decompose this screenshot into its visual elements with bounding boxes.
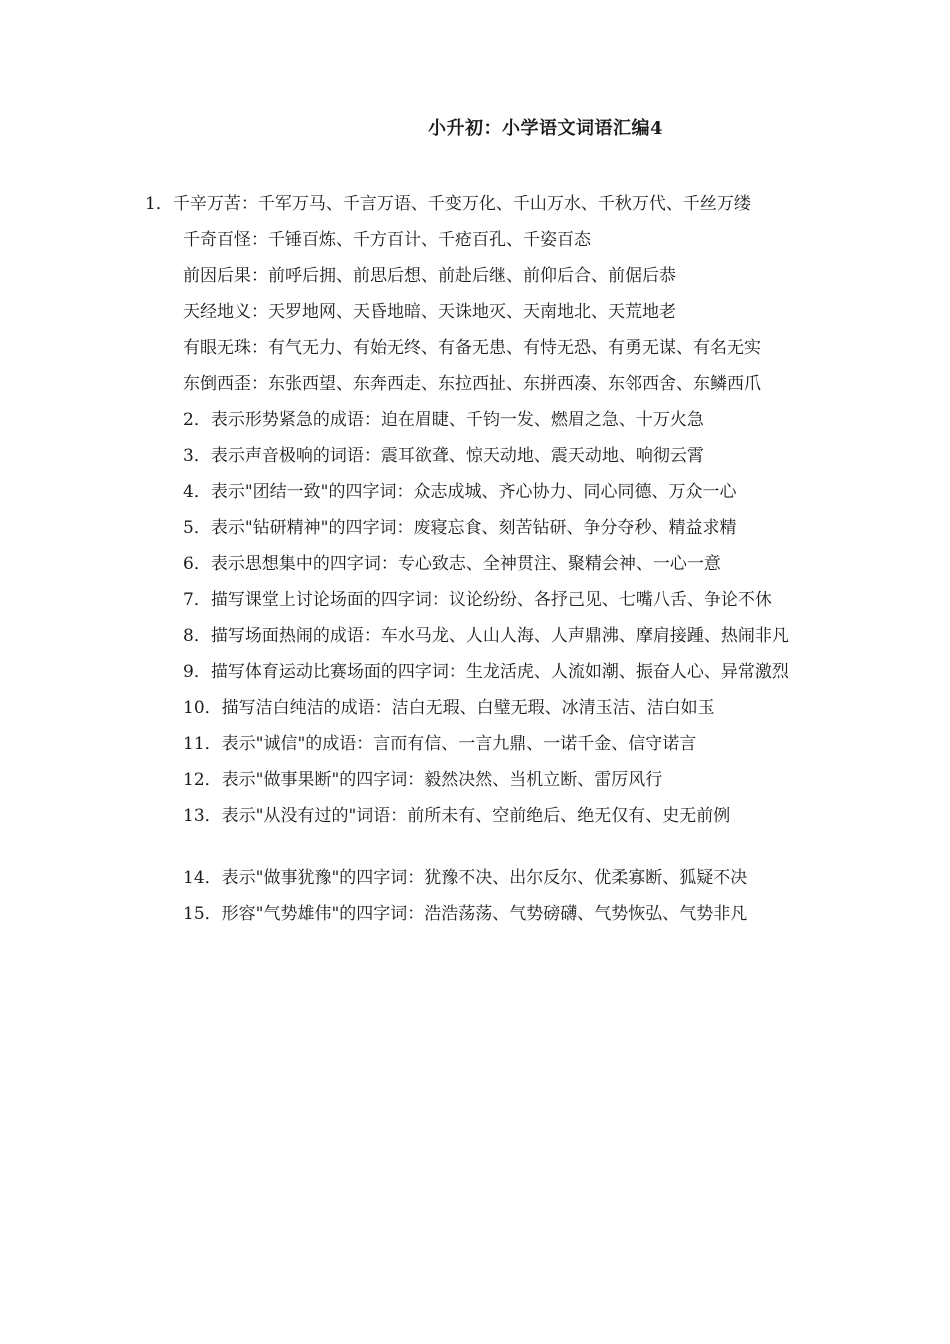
paragraph-item-5: 5．表示"钻研精神"的四字词：废寝忘食、刻苦钻研、争分夺秒、精益求精 <box>183 518 737 538</box>
paragraph-item-9: 9．描写体育运动比赛场面的四字词：生龙活虎、人流如潮、振奋人心、异常激烈 <box>183 662 789 682</box>
paragraph-item-10: 10．描写洁白纯洁的成语：洁白无瑕、白璧无瑕、冰清玉洁、洁白如玉 <box>183 698 715 718</box>
paragraph-item-1d: 有眼无珠：有气无力、有始无终、有备无患、有恃无恐、有勇无谋、有名无实 <box>183 338 761 358</box>
paragraph-item-6: 6．表示思想集中的四字词：专心致志、全神贯注、聚精会神、一心一意 <box>183 554 721 574</box>
paragraph-item-1b: 前因后果：前呼后拥、前思后想、前赴后继、前仰后合、前倨后恭 <box>183 266 676 286</box>
paragraph-item-11: 11．表示"诚信"的成语：言而有信、一言九鼎、一诺千金、信守诺言 <box>183 734 697 754</box>
paragraph-item-12: 12．表示"做事果断"的四字词：毅然决然、当机立断、雷厉风行 <box>183 770 663 790</box>
paragraph-item-3: 3．表示声音极响的词语：震耳欲聋、惊天动地、震天动地、响彻云霄 <box>183 446 704 466</box>
paragraph-item-2: 2．表示形势紧急的成语：迫在眉睫、千钧一发、燃眉之急、十万火急 <box>183 410 704 430</box>
paragraph-item-8: 8．描写场面热闹的成语：车水马龙、人山人海、人声鼎沸、摩肩接踵、热闹非凡 <box>183 626 789 646</box>
paragraph-item-1e: 东倒西歪：东张西望、东奔西走、东拉西扯、东拼西凑、东邻西舍、东鳞西爪 <box>183 374 761 394</box>
paragraph-item-15: 15．形容"气势雄伟"的四字词：浩浩荡荡、气势磅礴、气势恢弘、气势非凡 <box>183 904 748 924</box>
paragraph-gap <box>145 834 807 860</box>
paragraph-item-14: 14．表示"做事犹豫"的四字词：犹豫不决、出尔反尔、优柔寡断、狐疑不决 <box>183 868 748 888</box>
paragraph-item-1a: 千奇百怪：千锤百炼、千方百计、千疮百孔、千姿百态 <box>183 230 591 250</box>
page-title: 小升初：小学语文词语汇编4 <box>428 118 664 139</box>
paragraph-item-4: 4．表示"团结一致"的四字词：众志成城、齐心协力、同心同德、万众一心 <box>183 482 737 502</box>
paragraph-item-1c: 天经地义：天罗地网、天昏地暗、天诛地灭、天南地北、天荒地老 <box>183 302 676 322</box>
paragraph-item-13: 13．表示"从没有过的"词语：前所未有、空前绝后、绝无仅有、史无前例 <box>183 806 731 826</box>
paragraph-item-1: 1．千辛万苦：千军万马、千言万语、千变万化、千山万水、千秋万代、千丝万缕 <box>145 194 751 214</box>
paragraph-item-7: 7．描写课堂上讨论场面的四字词：议论纷纷、各抒己见、七嘴八舌、争论不休 <box>183 590 772 610</box>
document-body <box>145 186 807 932</box>
